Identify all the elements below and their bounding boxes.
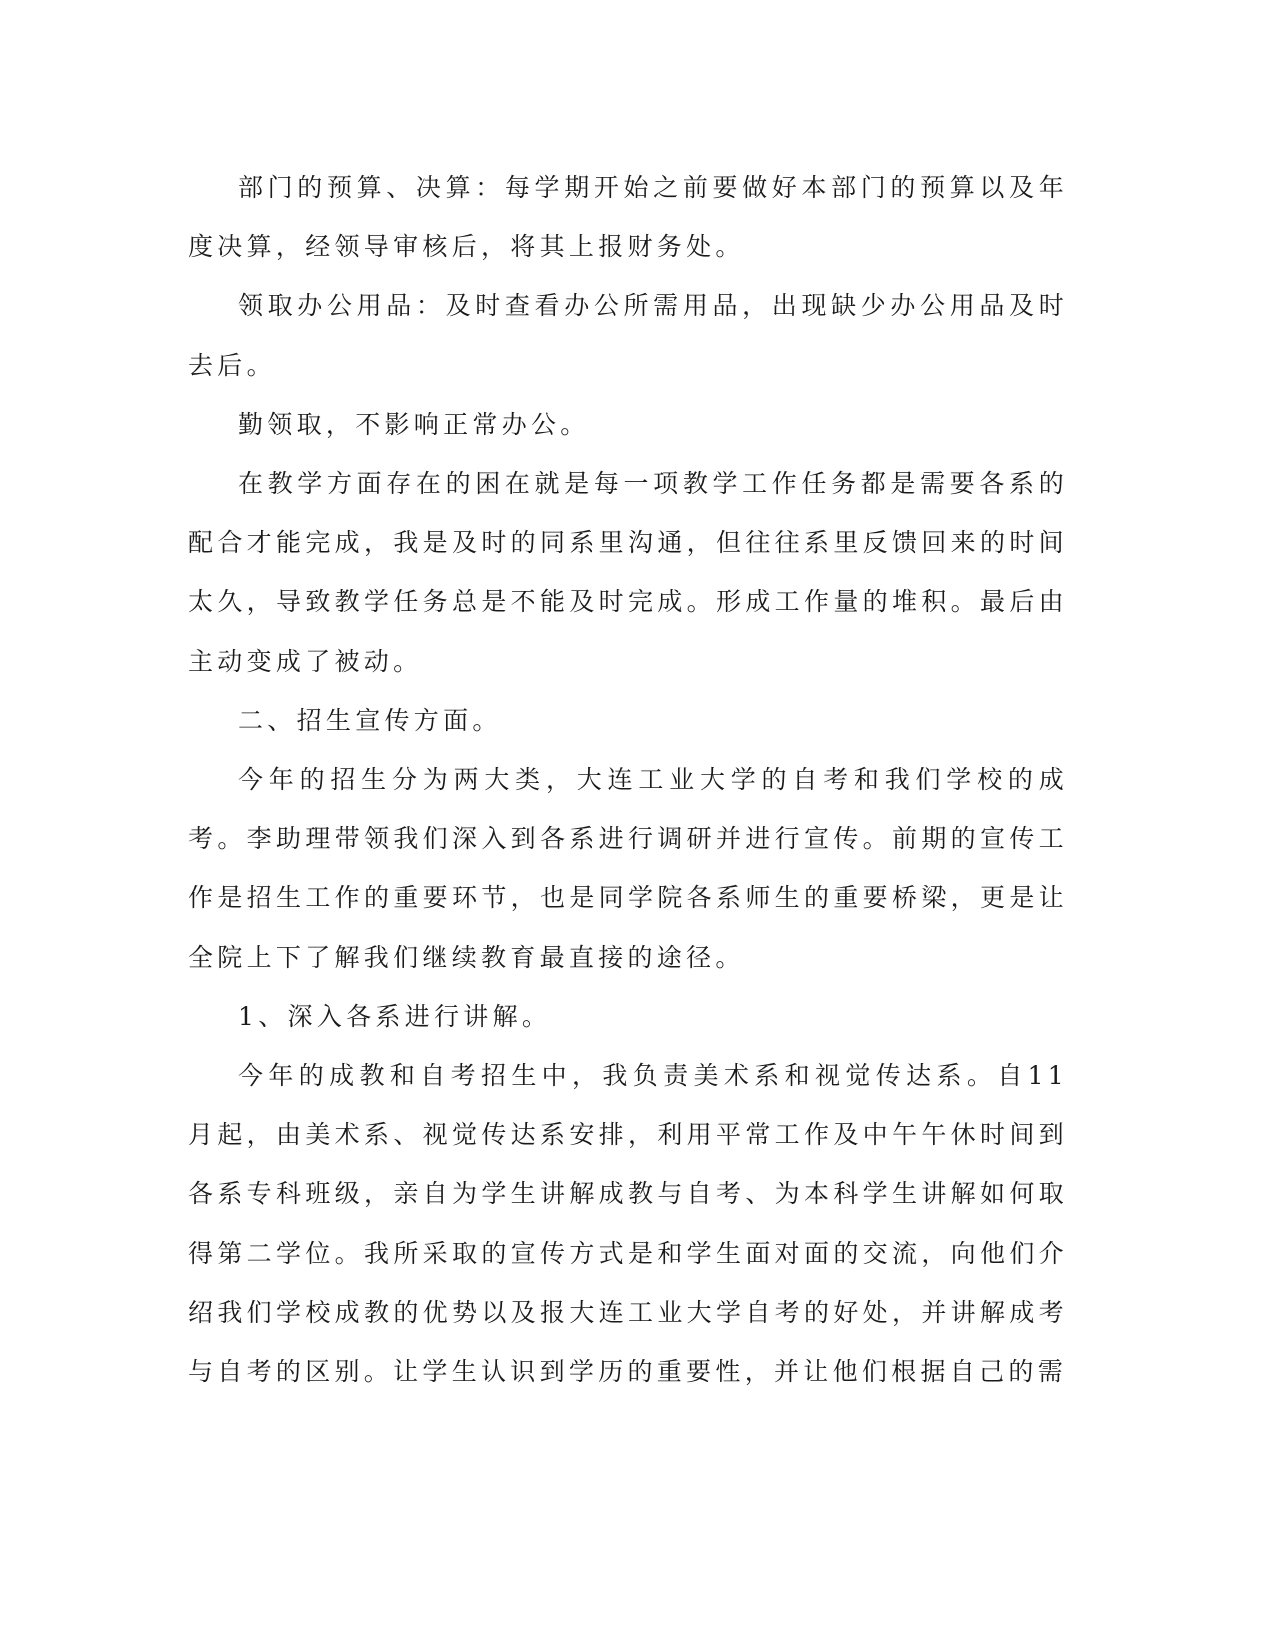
paragraph-department-talks: 今年的成教和自考招生中，我负责美术系和视觉传达系。自11月起，由美术系、视觉传达系安排，利用平常工作及中午午休时间到各系专科班级，亲自为学生讲解成教与自考、为本科学生讲解如何取得第二学位。我所采取的宣传方式是和学生面对面的交流，向他们介绍我们学校成教的优势以及报大连工业大学自考的好处，并讲解成考与自考的区别。让学生认识到学历的重要性，并让他们根据自己的需 xyxy=(188,1061,1068,1387)
paragraph-teaching-difficulties: 在教学方面存在的困在就是每一项教学工作任务都是需要各系的配合才能完成，我是及时的同系里沟通，但往往系里反馈回来的时间太久，导致教学任务总是不能及时完成。形成工作量的堆积。最后由主动变成了被动。 xyxy=(188,469,1068,676)
paragraph-enrollment-overview: 今年的招生分为两大类，大连工业大学的自考和我们学校的成考。李助理带领我们深入到各系进行调研并进行宣传。前期的宣传工作是招生工作的重要环节，也是同学院各系师生的重要桥梁，更是让全院上下了解我们继续教育最直接的途径。 xyxy=(188,765,1068,972)
document-body xyxy=(188,158,1068,1401)
paragraph-office-supplies: 领取办公用品：及时查看办公所需用品，出现缺少办公用品及时去后。 xyxy=(188,291,1068,380)
paragraph-collect-supplies: 勤领取，不影响正常办公。 xyxy=(238,409,590,439)
paragraph-budget: 部门的预算、决算：每学期开始之前要做好本部门的预算以及年度决算，经领导审核后，将其上报财务处。 xyxy=(188,173,1068,262)
subheading-department-talks: 1、深入各系进行讲解。 xyxy=(238,1001,552,1031)
section-heading-enrollment: 二、招生宣传方面。 xyxy=(238,705,502,735)
